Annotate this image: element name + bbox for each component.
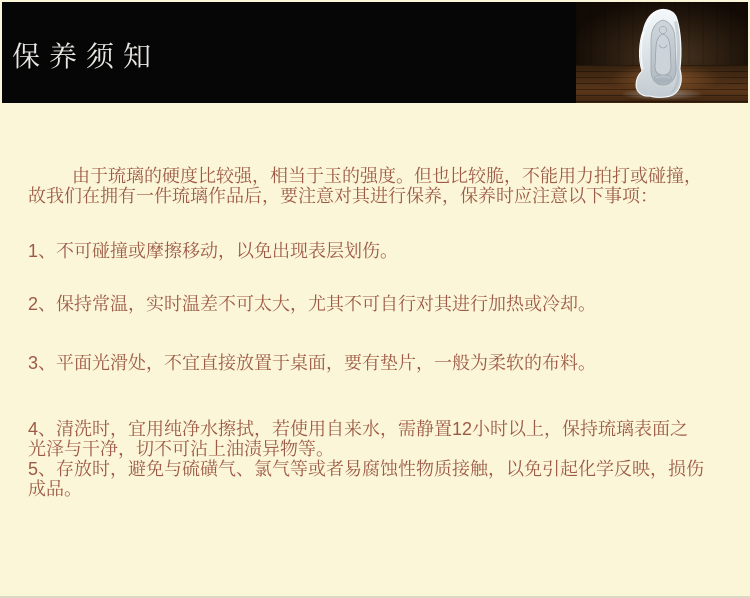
content-area — [0, 103, 704, 499]
intro-paragraph: 由于琉璃的硬度比较强，相当于玉的强度。但也比较脆，不能用力拍打或碰撞，故我们在拥有一件琉璃作品后，要注意对其进行保养，保养时应注意以下事项： — [28, 166, 702, 206]
header-banner — [2, 2, 748, 103]
care-item-3: 3、平面光滑处，不宜直接放置于桌面，要有垫片，一般为柔软的布料。 — [28, 353, 597, 373]
crystal-guanyin-statue-icon — [632, 7, 694, 100]
page-title: 保养须知 — [12, 41, 161, 72]
care-item-5: 5、存放时，避免与硫磺气、氯气等或者易腐蚀性物质接触，以免引起化学反映，损伤成品。 — [28, 459, 705, 499]
care-item-2: 2、保持常温，实时温差不可太大，尤其不可自行对其进行加热或冷却。 — [28, 294, 597, 314]
care-item-1: 1、不可碰撞或摩擦移动，以免出现表层划伤。 — [28, 241, 399, 261]
care-item-4: 4、清洗时，宜用纯净水擦拭，若使用自来水，需静置12小时以上，保持琉璃表面之光泽与干净，切不可沾上油渍异物等。 — [28, 419, 689, 459]
product-photo — [576, 2, 748, 103]
